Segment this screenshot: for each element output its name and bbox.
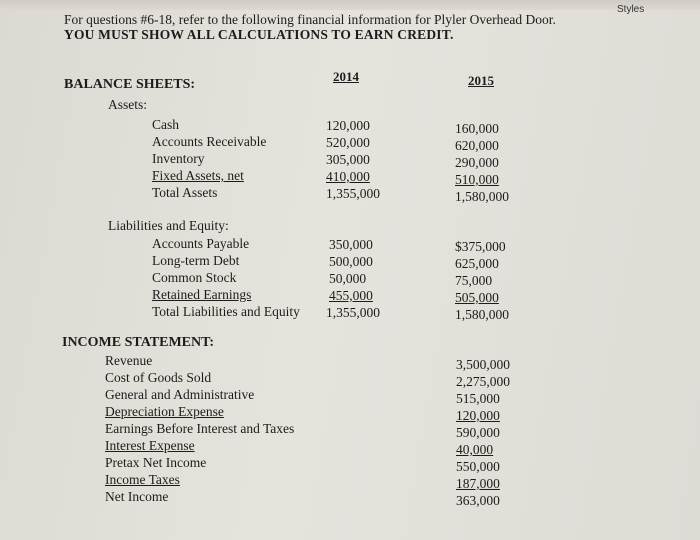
- liabilities-2014-values: [326, 236, 380, 321]
- income-value-2015: 515,000: [456, 391, 500, 406]
- liability-label: Retained Earnings: [152, 287, 252, 302]
- income-label: Cost of Goods Sold: [105, 370, 212, 385]
- income-label: Depreciation Expense: [105, 404, 224, 419]
- asset-value-2014: 520,000: [326, 135, 370, 150]
- income-label: Earnings Before Interest and Taxes: [105, 421, 295, 436]
- top-edge: [0, 0, 700, 10]
- liability-label: Long-term Debt: [152, 253, 240, 268]
- asset-value-2014: 410,000: [326, 169, 370, 184]
- liability-value-2015: 625,000: [455, 256, 499, 271]
- asset-value-2014: 1,355,000: [326, 186, 380, 201]
- liability-value-2015: $375,000: [455, 239, 506, 254]
- income-statement-heading: INCOME STATEMENT:: [62, 335, 215, 350]
- instructions-line: For questions #6-18, refer to the following financial information for Plyler Overhead Door.: [64, 12, 556, 27]
- income-2015-values: [456, 356, 510, 509]
- liability-value-2014: 1,355,000: [326, 305, 380, 320]
- asset-value-2015: 1,580,000: [455, 189, 509, 204]
- liability-value-2015: 75,000: [455, 273, 493, 288]
- income-value-2015: 363,000: [456, 493, 500, 508]
- liability-value-2014: 455,000: [329, 288, 373, 303]
- asset-value-2014: 305,000: [326, 152, 370, 167]
- liability-value-2015: 1,580,000: [455, 307, 509, 322]
- liability-value-2014: 500,000: [329, 254, 373, 269]
- instructions-emphasis-text: YOU MUST SHOW ALL CALCULATIONS TO EARN CREDIT.: [64, 27, 454, 42]
- liability-value-2015: 505,000: [455, 290, 499, 305]
- liability-label: Total Liabilities and Equity: [152, 304, 300, 319]
- asset-label: Fixed Assets, net: [152, 168, 244, 183]
- assets-2014-values: [326, 117, 380, 202]
- balance-sheets-heading: BALANCE SHEETS:: [64, 77, 196, 92]
- liabilities-labels: [152, 235, 300, 320]
- asset-label: Accounts Receivable: [152, 134, 267, 149]
- liabilities-label: Liabilities and Equity:: [108, 218, 229, 233]
- asset-value-2015: 160,000: [455, 121, 499, 136]
- income-value-2015: 40,000: [456, 442, 494, 457]
- liability-value-2014: 350,000: [329, 237, 373, 252]
- liability-label: Common Stock: [152, 270, 237, 285]
- year-2015-header: 2015: [468, 73, 494, 88]
- income-label: General and Administrative: [105, 387, 255, 402]
- income-label: Revenue: [105, 353, 153, 368]
- asset-value-2015: 620,000: [455, 138, 499, 153]
- assets-labels: [152, 116, 266, 201]
- income-value-2015: 550,000: [456, 459, 500, 474]
- asset-label: Total Assets: [152, 185, 218, 200]
- income-value-2015: 2,275,000: [456, 374, 510, 389]
- asset-value-2015: 510,000: [455, 172, 499, 187]
- asset-label: Cash: [152, 117, 179, 132]
- year-2014-header: 2014: [333, 69, 359, 84]
- income-label: Net Income: [105, 489, 169, 504]
- asset-value-2015: 290,000: [455, 155, 499, 170]
- income-label: Income Taxes: [105, 472, 180, 487]
- income-value-2015: 187,000: [456, 476, 500, 491]
- liability-value-2014: 50,000: [329, 271, 367, 286]
- income-value-2015: 3,500,000: [456, 357, 510, 372]
- liabilities-2015-values: [455, 238, 509, 323]
- assets-2015-values: [455, 120, 509, 205]
- instructions-emphasis: [64, 27, 454, 43]
- assets-label: Assets:: [108, 97, 148, 112]
- liability-label: Accounts Payable: [152, 236, 250, 251]
- income-value-2015: 120,000: [456, 408, 500, 423]
- income-label: Pretax Net Income: [105, 455, 207, 470]
- income-labels: [105, 352, 294, 505]
- styles-label[interactable]: Styles: [617, 4, 645, 15]
- income-value-2015: 590,000: [456, 425, 500, 440]
- asset-label: Inventory: [152, 151, 205, 166]
- asset-value-2014: 120,000: [326, 118, 370, 133]
- income-label: Interest Expense: [105, 438, 195, 453]
